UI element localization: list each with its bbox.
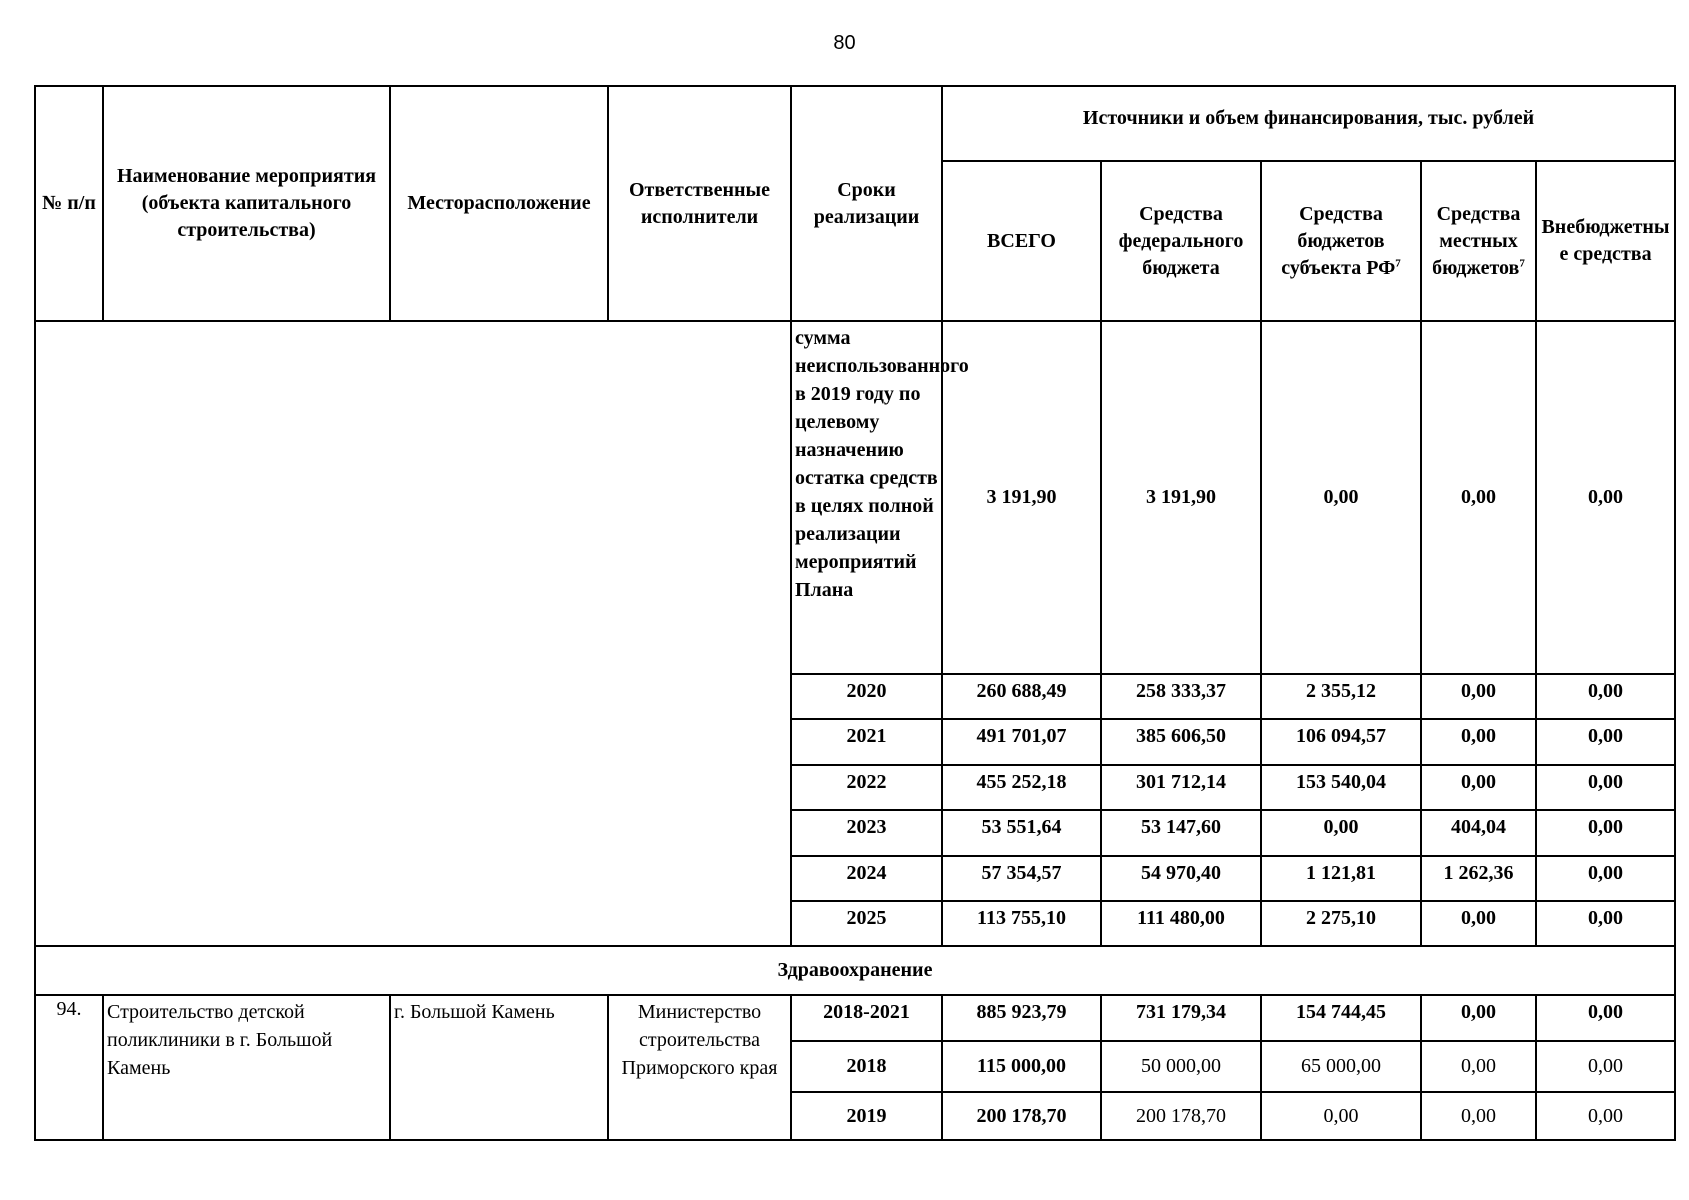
item-location: г. Большой Камень [390,995,608,1140]
extra-cell: 0,00 [1536,321,1675,674]
col-header-period: Сроки реализации [791,86,942,321]
table-row [35,995,1675,1041]
col-header-no: № п/п [35,86,103,321]
total-cell: 200 178,70 [942,1092,1101,1140]
extra-cell: 0,00 [1536,1041,1675,1092]
total-cell: 53 551,64 [942,810,1101,856]
regional-cell: 2 355,12 [1261,674,1421,719]
col-header-local [1421,161,1536,321]
period-cell: 2019 [791,1092,942,1140]
total-cell: 491 701,07 [942,719,1101,765]
col-header-regional [1261,161,1421,321]
col-header-regional-label: Средства бюджетов субъекта РФ [1281,202,1396,279]
federal-cell: 301 712,14 [1101,765,1261,810]
extra-cell: 0,00 [1536,856,1675,901]
total-cell: 455 252,18 [942,765,1101,810]
federal-cell: 258 333,37 [1101,674,1261,719]
extra-cell: 0,00 [1536,674,1675,719]
local-cell: 1 262,36 [1421,856,1536,901]
local-cell: 0,00 [1421,1092,1536,1140]
extra-cell: 0,00 [1536,765,1675,810]
regional-cell: 0,00 [1261,1092,1421,1140]
local-cell: 0,00 [1421,995,1536,1041]
federal-cell: 111 480,00 [1101,901,1261,946]
regional-cell: 0,00 [1261,810,1421,856]
local-cell: 0,00 [1421,1041,1536,1092]
section-title: Здравоохранение [35,946,1675,995]
federal-cell: 54 970,40 [1101,856,1261,901]
period-cell: 2020 [791,674,942,719]
extra-cell: 0,00 [1536,901,1675,946]
local-cell: 404,04 [1421,810,1536,856]
federal-cell: 3 191,90 [1101,321,1261,674]
col-header-local-label: Средства местных бюджетов [1432,202,1521,279]
period-cell: 2023 [791,810,942,856]
period-cell: 2021 [791,719,942,765]
period-cell: 2022 [791,765,942,810]
total-cell: 885 923,79 [942,995,1101,1041]
merged-empty-cell [35,321,791,946]
total-cell: 57 354,57 [942,856,1101,901]
col-header-funding-group: Источники и объем финансирования, тыс. рублей [942,86,1675,161]
extra-cell: 0,00 [1536,995,1675,1041]
regional-cell: 106 094,57 [1261,719,1421,765]
local-cell: 0,00 [1421,674,1536,719]
col-header-location: Месторасположение [390,86,608,321]
funding-table [34,85,1676,1141]
col-header-local-footnote: 7 [1519,256,1525,269]
federal-cell: 385 606,50 [1101,719,1261,765]
extra-cell: 0,00 [1536,719,1675,765]
item-number: 94. [35,995,103,1140]
total-cell: 113 755,10 [942,901,1101,946]
extra-cell: 0,00 [1536,810,1675,856]
extra-cell: 0,00 [1536,1092,1675,1140]
period-cell: 2018-2021 [791,995,942,1041]
local-cell: 0,00 [1421,901,1536,946]
item-executor: Министерство строительства Приморского края [608,995,791,1140]
period-cell: 2024 [791,856,942,901]
federal-cell: 200 178,70 [1101,1092,1261,1140]
local-cell: 0,00 [1421,765,1536,810]
page-number: 80 [833,32,856,54]
section-row [35,946,1675,995]
local-cell: 0,00 [1421,321,1536,674]
period-cell: 2018 [791,1041,942,1092]
total-cell: 115 000,00 [942,1041,1101,1092]
col-header-extra: Внебюджетные средства [1536,161,1675,321]
regional-cell: 2 275,10 [1261,901,1421,946]
federal-cell: 50 000,00 [1101,1041,1261,1092]
regional-cell: 65 000,00 [1261,1041,1421,1092]
item-name: Строительство детской поликлиники в г. Большой Камень [103,995,390,1140]
col-header-regional-footnote: 7 [1395,256,1401,269]
col-header-federal: Средства федерального бюджета [1101,161,1261,321]
regional-cell: 153 540,04 [1261,765,1421,810]
table-row [35,321,1675,674]
period-cell: 2025 [791,901,942,946]
period-cell: сумма неиспользованного в 2019 году по целевому назначению остатка средств в целях полной реализации мероприятий Плана [791,321,942,674]
header-row-1 [35,86,1675,161]
total-cell: 260 688,49 [942,674,1101,719]
regional-cell: 0,00 [1261,321,1421,674]
col-header-name: Наименование мероприятия (объекта капитального строительства) [103,86,390,321]
regional-cell: 154 744,45 [1261,995,1421,1041]
col-header-executors: Ответственные исполнители [608,86,791,321]
federal-cell: 53 147,60 [1101,810,1261,856]
regional-cell: 1 121,81 [1261,856,1421,901]
local-cell: 0,00 [1421,719,1536,765]
total-cell: 3 191,90 [942,321,1101,674]
col-header-total: ВСЕГО [942,161,1101,321]
federal-cell: 731 179,34 [1101,995,1261,1041]
